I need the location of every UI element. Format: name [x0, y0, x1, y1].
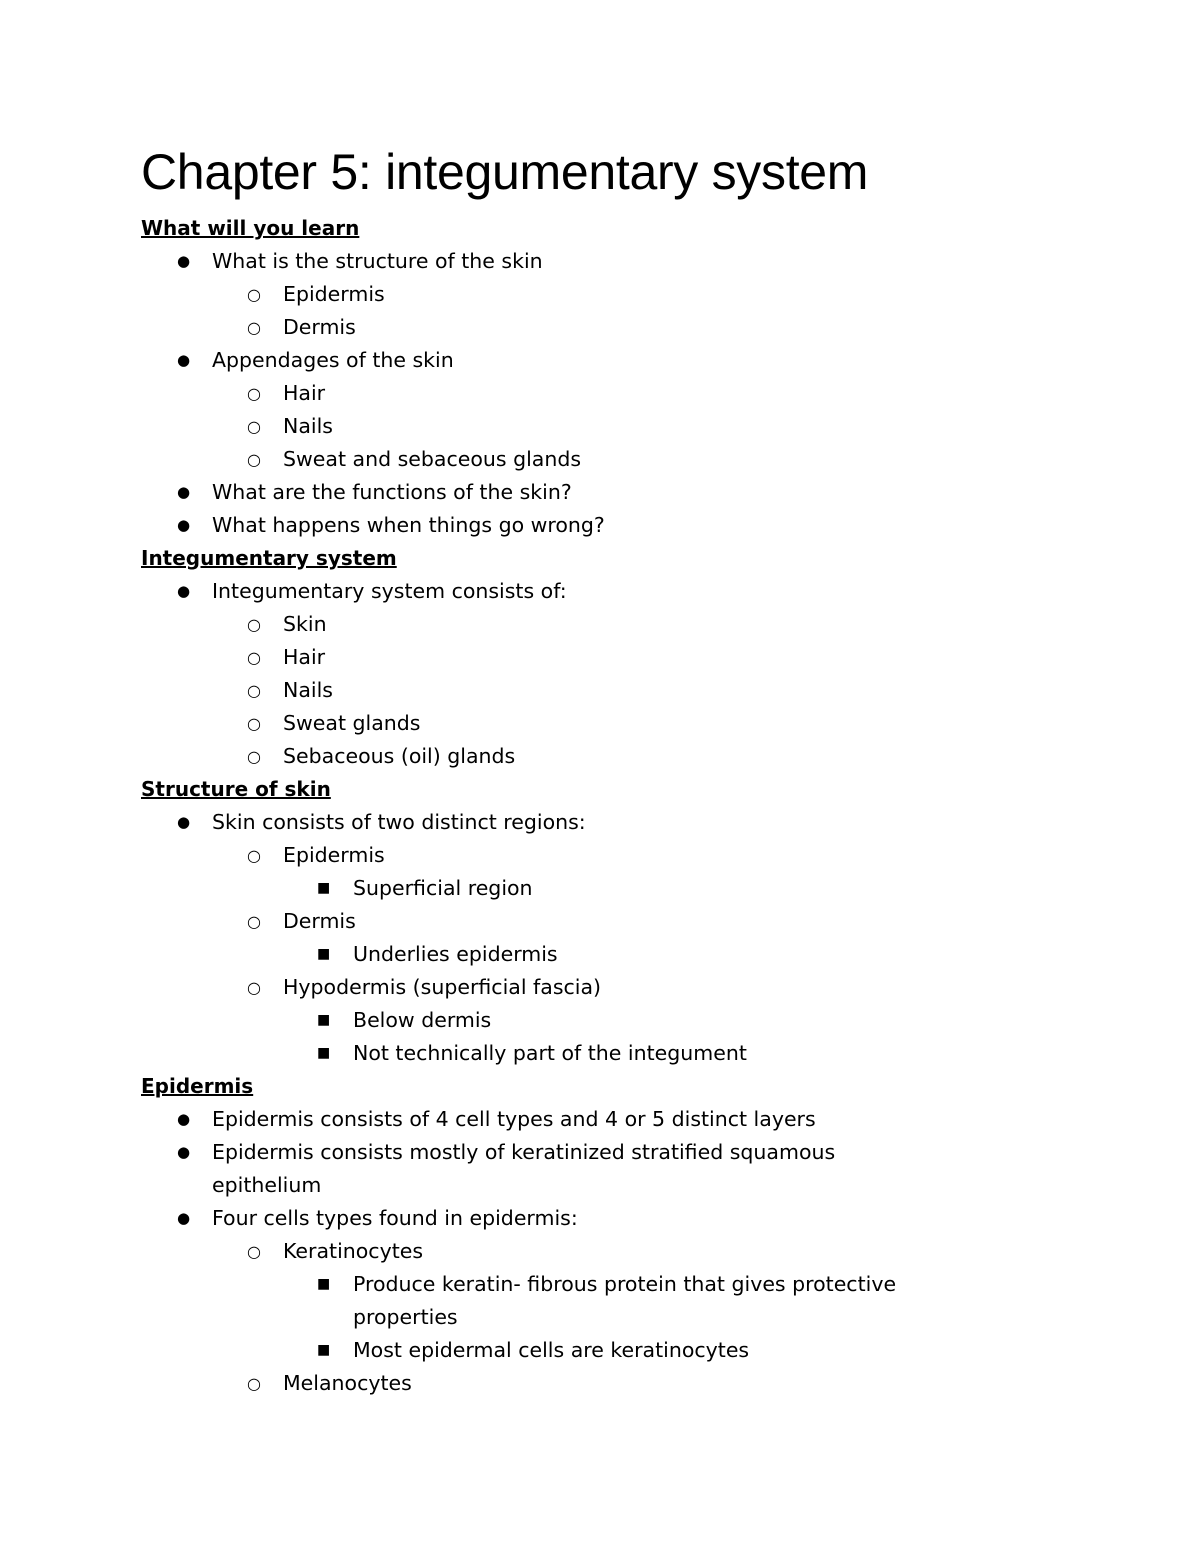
list-item [141, 509, 1041, 542]
list-item [141, 641, 1041, 674]
circle-bullet-icon: ○ [247, 846, 261, 865]
circle-bullet-icon: ○ [247, 1242, 261, 1261]
square-bullet-icon: ■ [317, 880, 331, 896]
square-bullet-icon: ■ [317, 1045, 331, 1061]
list-item [141, 1268, 993, 1334]
section-heading: Epidermis [141, 1074, 254, 1098]
circle-bullet-icon: ○ [247, 714, 261, 733]
disc-bullet-icon: ● [177, 1209, 191, 1227]
list-item-text: Keratinocytes [283, 1239, 424, 1263]
section-heading: What will you learn [141, 216, 360, 240]
circle-bullet-icon: ○ [247, 912, 261, 931]
list-item-text: Sweat glands [283, 711, 421, 735]
circle-bullet-icon: ○ [247, 681, 261, 700]
list-item [141, 971, 1041, 1004]
list-item-text: Epidermis consists mostly of keratinized stratified squamous epithelium [212, 1140, 836, 1197]
list-item-text: Appendages of the skin [212, 348, 454, 372]
square-bullet-icon: ■ [317, 946, 331, 962]
list-item-text: Epidermis consists of 4 cell types and 4 or 5 distinct layers [212, 1107, 816, 1131]
disc-bullet-icon: ● [177, 483, 191, 501]
list-item [141, 1334, 1041, 1367]
circle-bullet-icon: ○ [247, 978, 261, 997]
list-item [141, 377, 1041, 410]
list-item [141, 476, 1041, 509]
list-item [141, 1136, 932, 1202]
list-item [141, 575, 1041, 608]
list-item [141, 410, 1041, 443]
list-item-text: Skin consists of two distinct regions: [212, 810, 586, 834]
list-item-text: What are the functions of the skin? [212, 480, 572, 504]
list-item [141, 443, 1041, 476]
list-item-text: Epidermis [283, 843, 385, 867]
page-title: Chapter 5: integumentary system [141, 144, 869, 200]
list-item [141, 245, 1041, 278]
disc-bullet-icon: ● [177, 582, 191, 600]
notes-body [141, 212, 1041, 1400]
list-item [141, 1367, 1041, 1400]
list-item [141, 1004, 1041, 1037]
list-item [141, 707, 1041, 740]
list-item [141, 278, 1041, 311]
disc-bullet-icon: ● [177, 813, 191, 831]
list-item [141, 1202, 1041, 1235]
section-heading: Integumentary system [141, 546, 397, 570]
list-item-text: Melanocytes [283, 1371, 412, 1395]
list-item-text: Not technically part of the integument [353, 1041, 747, 1065]
square-bullet-icon: ■ [317, 1276, 331, 1292]
list-item [141, 608, 1041, 641]
circle-bullet-icon: ○ [247, 384, 261, 403]
list-item [141, 311, 1041, 344]
disc-bullet-icon: ● [177, 252, 191, 270]
disc-bullet-icon: ● [177, 1110, 191, 1128]
circle-bullet-icon: ○ [247, 615, 261, 634]
list-item [141, 839, 1041, 872]
disc-bullet-icon: ● [177, 351, 191, 369]
circle-bullet-icon: ○ [247, 318, 261, 337]
disc-bullet-icon: ● [177, 1143, 191, 1161]
list-item-text: Below dermis [353, 1008, 492, 1032]
list-item-text: Hair [283, 645, 326, 669]
square-bullet-icon: ■ [317, 1012, 331, 1028]
list-item [141, 674, 1041, 707]
list-item [141, 872, 1041, 905]
list-item-text: What happens when things go wrong? [212, 513, 605, 537]
list-item [141, 905, 1041, 938]
list-item [141, 938, 1041, 971]
list-item [141, 806, 1041, 839]
list-item-text: Underlies epidermis [353, 942, 558, 966]
circle-bullet-icon: ○ [247, 747, 261, 766]
list-item-text: Sebaceous (oil) glands [283, 744, 516, 768]
list-item [141, 1037, 1041, 1070]
list-item [141, 1103, 1041, 1136]
list-item-text: Dermis [283, 909, 356, 933]
list-item [141, 740, 1041, 773]
disc-bullet-icon: ● [177, 516, 191, 534]
list-item [141, 344, 1041, 377]
list-item-text: Four cells types found in epidermis: [212, 1206, 578, 1230]
list-item-text: Hypodermis (superficial fascia) [283, 975, 602, 999]
list-item-text: Sweat and sebaceous glands [283, 447, 582, 471]
list-item-text: Integumentary system consists of: [212, 579, 567, 603]
list-item-text: Dermis [283, 315, 356, 339]
list-item-text: Produce keratin- fibrous protein that gives protective properties [353, 1272, 897, 1329]
list-item-text: What is the structure of the skin [212, 249, 543, 273]
list-item-text: Nails [283, 678, 333, 702]
list-item-text: Most epidermal cells are keratinocytes [353, 1338, 750, 1362]
circle-bullet-icon: ○ [247, 285, 261, 304]
circle-bullet-icon: ○ [247, 417, 261, 436]
list-item [141, 1235, 1041, 1268]
square-bullet-icon: ■ [317, 1342, 331, 1358]
circle-bullet-icon: ○ [247, 648, 261, 667]
circle-bullet-icon: ○ [247, 450, 261, 469]
list-item-text: Superficial region [353, 876, 533, 900]
list-item-text: Skin [283, 612, 327, 636]
circle-bullet-icon: ○ [247, 1374, 261, 1393]
list-item-text: Nails [283, 414, 333, 438]
section-heading: Structure of skin [141, 777, 331, 801]
list-item-text: Hair [283, 381, 326, 405]
list-item-text: Epidermis [283, 282, 385, 306]
